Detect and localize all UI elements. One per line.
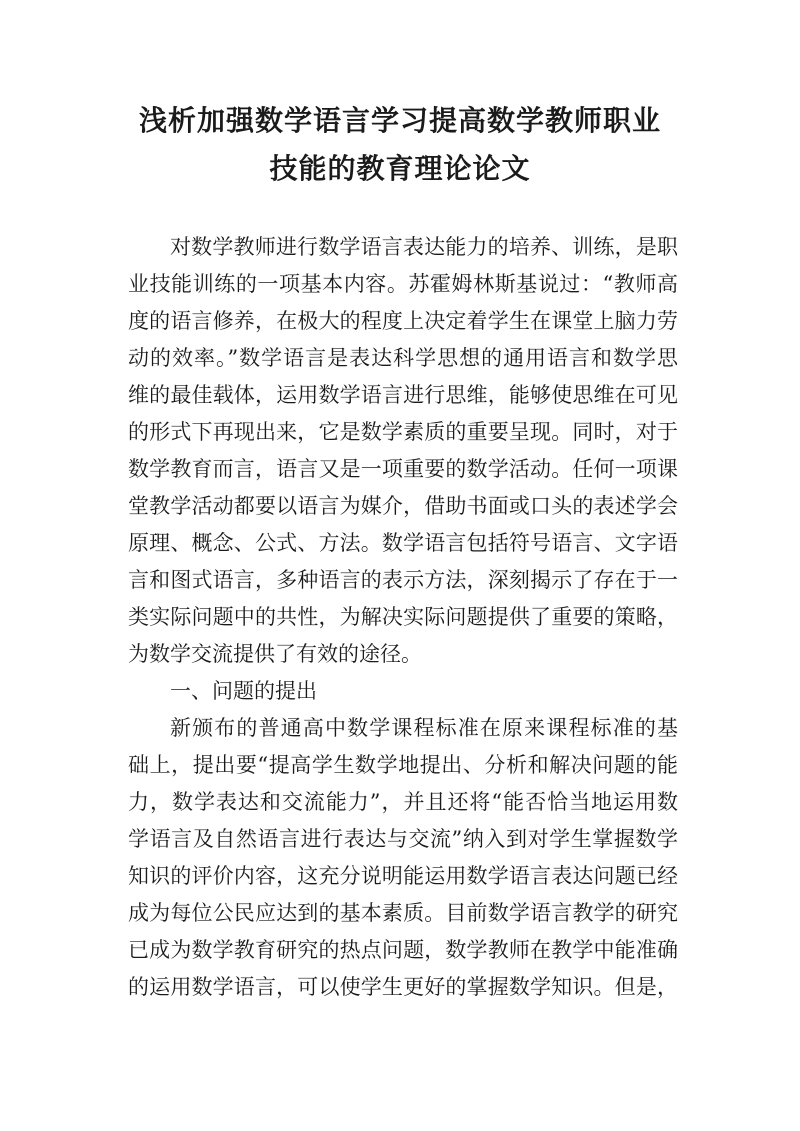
paragraph-2-line-5: 知识的评价内容，这充分说明能运用数学语言表达问题已经	[128, 864, 678, 888]
paragraph-1-line-3: 度的语言修养，在极大的程度上决定着学生在课堂上脑力劳	[128, 309, 678, 333]
paragraph-1-line-4: 动的效率。”数学语言是表达科学思想的通用语言和数学思	[128, 346, 678, 370]
paragraph-1-line-5: 维的最佳载体，运用数学语言进行思维，能够使思维在可见	[128, 383, 678, 407]
paragraph-2-line-1: 新颁布的普通高中数学课程标准在原来课程标准的基	[170, 716, 678, 740]
paragraph-1-line-7: 数学教育而言，语言又是一项重要的数学活动。任何一项课	[128, 457, 678, 481]
paragraph-1-line-9: 原理、概念、公式、方法。数学语言包括符号语言、文字语	[128, 531, 678, 555]
paragraph-1-line-12: 为数学交流提供了有效的途径。	[128, 642, 422, 666]
paragraph-2-line-4: 学语言及自然语言进行表达与交流”纳入到对学生掌握数学	[128, 827, 678, 851]
paragraph-1-line-8: 堂教学活动都要以语言为媒介，借助书面或口头的表述学会	[128, 494, 678, 518]
paragraph-2-line-3: 力，数学表达和交流能力”，并且还将“能否恰当地运用数	[128, 790, 678, 814]
paragraph-1-line-11: 类实际问题中的共性，为解决实际问题提供了重要的策略，	[128, 605, 678, 629]
paragraph-2-line-2: 础上，提出要“提高学生数学地提出、分析和解决问题的能	[128, 753, 678, 777]
paragraph-1-line-2: 业技能训练的一项基本内容。苏霍姆林斯基说过：“教师高	[128, 272, 678, 296]
paragraph-2-line-8: 的运用数学语言，可以使学生更好的掌握数学知识。但是，	[128, 975, 678, 999]
document-title-line-2: 技能的教育理论论文	[269, 152, 531, 185]
paragraph-2-line-7: 已成为数学教育研究的热点问题，数学教师在教学中能准确	[128, 938, 678, 962]
paragraph-1-line-6: 的形式下再现出来，它是数学素质的重要呈现。同时，对于	[128, 420, 678, 444]
paragraph-1-line-10: 言和图式语言，多种语言的表示方法，深刻揭示了存在于一	[128, 568, 678, 592]
paragraph-1-line-1: 对数学教师进行数学语言表达能力的培养、训练，是职	[170, 235, 678, 259]
document-title-line-1: 浅析加强数学语言学习提高数学教师职业	[138, 104, 661, 137]
paragraph-2-line-6: 成为每位公民应达到的基本素质。目前数学语言教学的研究	[128, 901, 678, 925]
section-heading-1: 一、问题的提出	[170, 679, 317, 703]
